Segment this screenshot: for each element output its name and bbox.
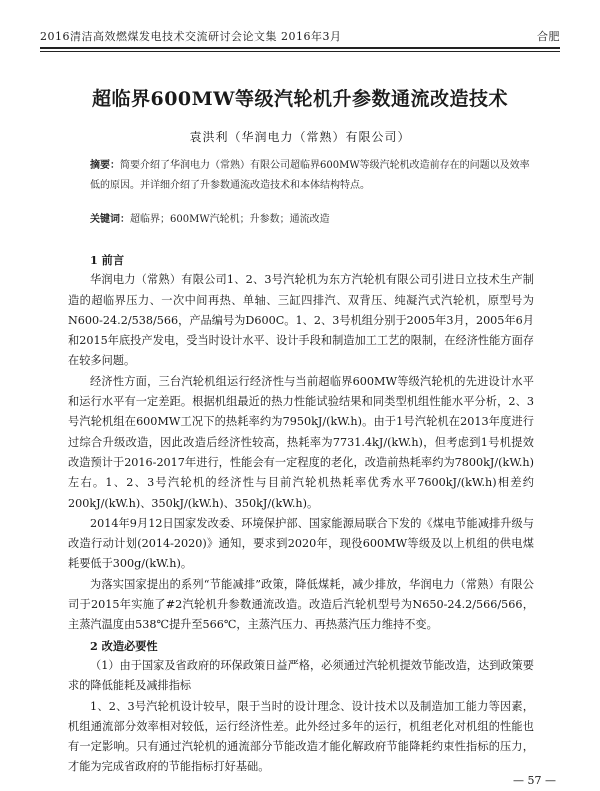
paragraph: 为落实国家提出的系列“节能减排”政策，降低煤耗，减少排放，华润电力（常熟）有限公司于2015年实施了#2汽轮机升参数通流改造。改造后汽轮机型号为N650-24.2/566/566，主蒸汽温度由538℃提升至566℃，主蒸汽压力、再热蒸汽压力维持不变。 [68,577,534,632]
paragraph: 华润电力（常熟）有限公司1、2、3号汽轮机为东方汽轮机有限公司引进日立技术生产制造的超临界压力、一次中间再热、单轴、三缸四排汽、双背压、纯凝汽式汽轮机，原型号为N600-24.2/538/566，产品编号为D600C。1、2、3号机组分别于2005年3月，2005年6月和2015年底投产发电，受当时设计水平、设计手段和制造加工工艺的限制，在经济性能方面存在较多问题。 [68,273,534,368]
abstract-text: 简要介绍了华润电力（常熟）有限公司超临界600MW等级汽轮机改造前存在的问题以及效率低的原因。并详细介绍了升参数通流改造技术和本体结构特点。 [90,160,530,191]
body-text [68,250,534,778]
paragraph: 1、2、3号汽轮机设计较早，限于当时的设计理念、设计技术以及制造加工能力等因素，机组通流部分效率相对较低，运行经济性差。此外经过多年的运行，机组老化对机组的性能也有一定影响。只有通过汽轮机的通流部分节能改造才能化解政府节能降耗约束性指标的压力，才能为完成省政府的节能指标打好基础。 [68,699,534,774]
paragraph: 2014年9月12日国家发改委、环境保护部、国家能源局联合下发的《煤电节能减排升级与改造行动计划(2014-2020)》通知，要求到2020年，现役600MW等级及以上机组的供电煤耗要低于300g/(kW.h)。 [68,516,534,571]
running-header-right: 合肥 [537,30,560,43]
paragraph: 经济性方面，三台汽轮机组运行经济性与当前超临界600MW等级汽轮机的先进设计水平和运行水平有一定差距。根据机组最近的热力性能试验结果和同类型机组性能水平分析，2、3号汽轮机组在600MW工况下的热耗率约为7950kJ/(kW.h)。由于1号汽轮机在2013年度进行过综合升级改造，因此改造后经济性较高，热耗率为7731.4kJ/(kW.h)，但考虑到1号机提效改造预计于2016-2017年进行，性能会有一定程度的老化，改造前热耗率约为7800kJ/(kW.h)左右。1、2、3号汽轮机的经济性与目前汽轮机热耗率优秀水平7600kJ/(kW.h)相差约200kJ/(kW.h)、350kJ/(kW.h)、350kJ/(kW.h)。 [68,374,534,510]
section-heading-intro: 1 前言 [90,253,125,267]
header-rule-thin [40,51,560,52]
section-heading-necessity: 2 改造必要性 [90,638,158,653]
header-rule-thick [40,47,560,49]
page-number: — 57 — [513,774,556,787]
paper-title: 超临界600MW等级汽轮机升参数通流改造技术 [91,88,509,110]
running-header-left: 2016清洁高效燃煤发电技术交流研讨会论文集 2016年3月 [40,30,342,43]
keywords-label: 关键词： [90,214,130,225]
keywords [90,210,536,225]
keywords-text: 超临界；600MW汽轮机；升参数；通流改造 [130,214,330,225]
running-header [40,28,560,44]
abstract-label: 摘要： [90,160,120,171]
author-byline: 袁洪利（华润电力（常熟）有限公司） [189,130,411,144]
abstract [90,156,536,196]
subheading: （1）由于国家及省政府的环保政策日益严格，必须通过汽轮机提效节能改造，达到政策要求的降低能耗及减排指标 [68,658,534,693]
